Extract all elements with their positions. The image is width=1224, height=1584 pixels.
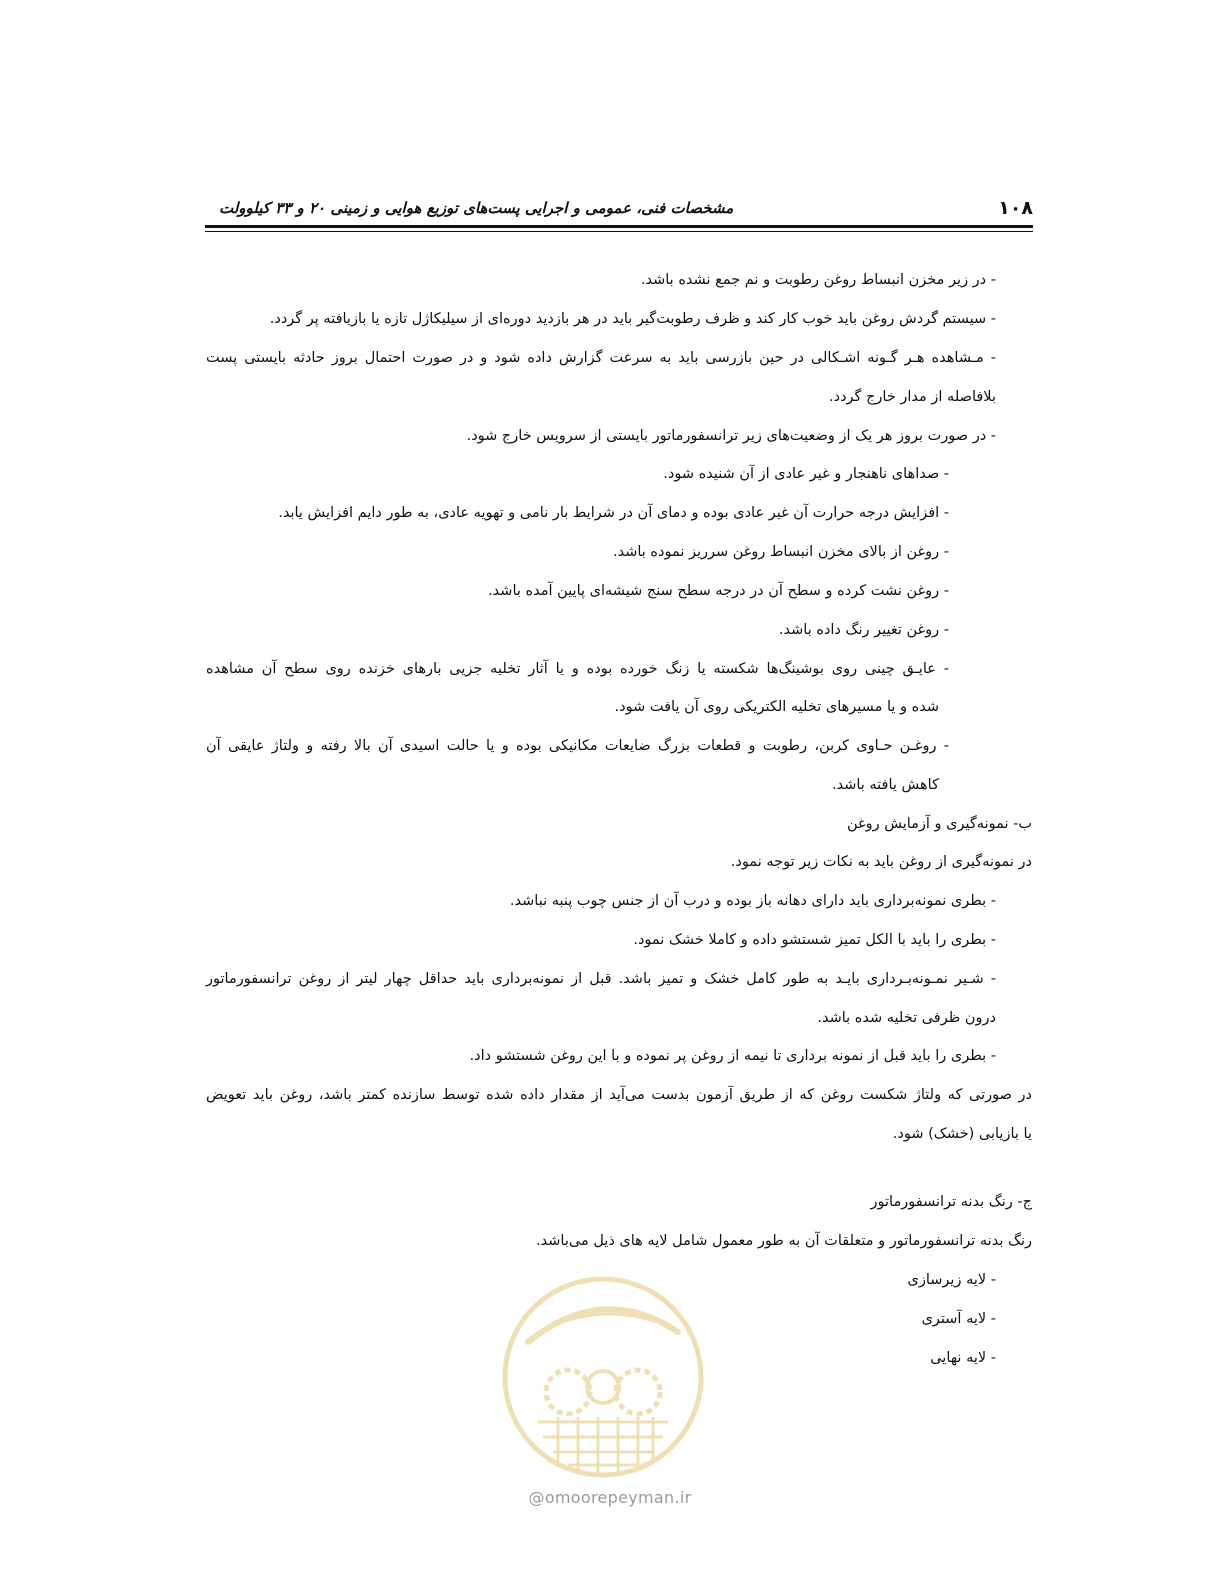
header-rule-thick [205,225,1033,228]
paragraph-breakdown-voltage: در صورتی که ولتاژ شکست روغن که از طریق آزمون بدست می‌آید از مقدار داده شده توسط سازنده کمتر باشد، روغن باید تعویض [206,1087,1032,1103]
sub-bullet-4: - روغن نشت کرده و سطح آن در درجه سطح سنج شیشه‌ای پایین آمده باشد. [488,583,949,599]
section-heading-b: ب- نمونه‌گیری و آزمایش روغن [846,816,1032,832]
paragraph-breakdown-voltage-continuation: یا بازیابی (خشک) شود. [892,1126,1032,1142]
sub-bullet-6: - عایـق چینی روی بوشینگ‌ها شکسته یا زنگ خورده بوده و یا آثار تخلیه جزیی بارهای خزنده روی سطح آن مشاهده [206,661,949,677]
watermark-site-text: @omoorepeyman.ir [528,1488,692,1507]
sampling-bullet-3: - شـیر نمـونه‌بـرداری بایـد به طور کامل خشک و تمیز باشد. قبل از نمونه‌برداری باید حداقل چهار لیتر از روغن ترانسفورماتور [206,971,996,987]
section-heading-c: ج- رنگ بدنه ترانسفورماتور [870,1194,1032,1210]
continuation-line-3: بلافاصله از مدار خارج گردد. [829,389,996,405]
paragraph-sampling-intro: در نمونه‌گیری از روغن باید به نکات زیر توجه نمود. [730,854,1032,870]
watermark-logo-icon [498,1272,708,1482]
bullet-line-2: - سیستم گردش روغن باید خوب کار کند و ظرف رطوبت‌گیر باید در هر بازدید دوره‌ای از سیلیکاژل تازه یا بازیافته پر گردد. [269,311,996,327]
sampling-bullet-3-continuation: درون ظرفی تخلیه شده باشد. [817,1010,996,1026]
sub-bullet-7: - روغـن حـاوی کربن، رطوبت و قطعات بزرگ ضایعات مکانیکی بوده و یا حالت اسیدی آن بالا رفته و ولتاژ عایقی آن [206,738,949,754]
header-rule-thin [205,231,1033,232]
running-title: مشخصات فنی، عمومی و اجرایی پست‌های توزیع هوایی و زمینی ۲۰ و ۳۳ کیلوولت [219,199,734,217]
sub-bullet-7-continuation: کاهش یافته باشد. [831,777,939,793]
sub-bullet-5: - روغن تغییر رنگ داده باشد. [778,622,949,638]
bullet-line-1: - در زیر مخزن انبساط روغن رطوبت و نم جمع نشده باشد. [640,272,996,288]
bullet-line-3: - مـشاهده هـر گـونه اشـکالی در حین بازرسی باید به سرعت گزارش داده شود و در صورت احتمال بروز حادثه بایستی پست [206,350,996,366]
paragraph-paint-layers: رنگ بدنه ترانسفورماتور و متعلقات آن به طور معمول شامل لایه های ذیل می‌باشد. [536,1233,1032,1249]
paint-layer-1: - لایه زیرسازی [907,1272,996,1288]
sampling-bullet-2: - بطری را باید با الکل تمیز شستشو داده و کاملا خشک نمود. [633,932,996,948]
page-number: ۱۰۸ [998,197,1033,219]
paint-layer-3: - لایه نهایی [930,1350,996,1366]
sampling-bullet-4: - بطری را باید قبل از نمونه برداری تا نیمه از روغن پر نموده و با این روغن شستشو داد. [469,1048,996,1064]
sub-bullet-1: - صداهای ناهنجار و غیر عادی از آن شنیده شود. [663,466,949,482]
sub-bullet-6-continuation: شده و یا مسیرهای تخلیه الکتریکی روی آن یافت شود. [614,699,939,715]
paint-layer-2: - لایه آستری [921,1311,996,1327]
page-header [205,197,1033,223]
sub-bullet-3: - روغن از بالای مخزن انبساط روغن سرریز نموده باشد. [612,544,949,560]
bullet-line-4: - در صورت بروز هر یک از وضعیت‌های زیر ترانسفورماتور بایستی از سرویس خارج شود. [466,428,996,444]
sub-bullet-2: - افزایش درجه حرارت آن غیر عادی بوده و دمای آن در شرایط بار نامی و تهویه عادی، به طور دایم افزایش یابد. [278,505,949,521]
sampling-bullet-1: - بطری نمونه‌برداری باید دارای دهانه باز بوده و درب آن از جنس چوب پنبه نباشد. [509,893,996,909]
